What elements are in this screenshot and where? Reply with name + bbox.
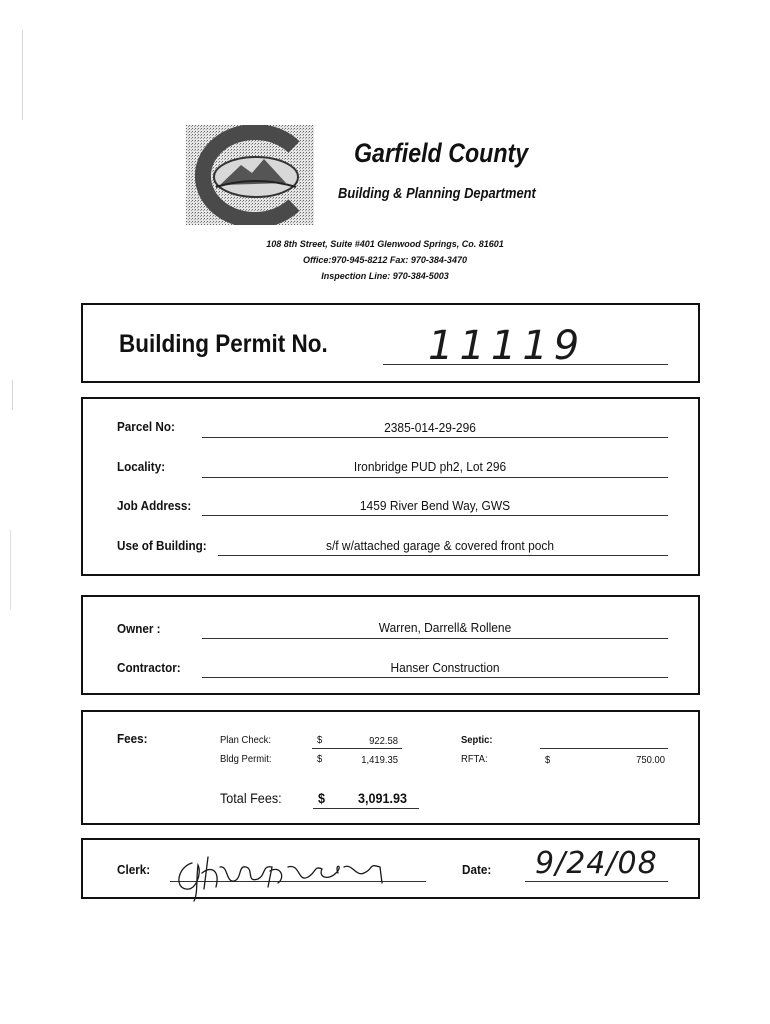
contractor-line [202,677,668,678]
plan-check-value: 922.58 [369,735,398,747]
plan-check-label: Plan Check: [220,734,271,746]
rfta-currency: $ [545,754,551,766]
locality-value: Ironbridge PUD ph2, Lot 296 [353,459,507,474]
bldg-permit-value: 1,419.35 [361,754,398,766]
contractor-value: Hanser Construction [390,660,500,675]
scan-mark [10,530,11,610]
address-line: 108 8th Street, Suite #401 Glenwood Springs, Co. 81601 [266,239,504,249]
parcel-label: Parcel No: [117,419,175,434]
date-label: Date: [462,862,492,877]
plan-check-line [312,748,402,749]
rfta-value: 750.00 [636,754,665,766]
total-fees-line [313,808,419,809]
inspection-line: Inspection Line: 970-384-5003 [321,271,449,281]
rfta-label: RFTA: [461,753,488,765]
scan-mark [12,380,13,410]
total-fees-label: Total Fees: [220,790,282,806]
total-fees-currency: $ [318,790,326,806]
use-line [218,555,668,556]
locality-label: Locality: [117,459,166,474]
clerk-signature [168,843,408,905]
dept-subtitle: Building & Planning Department [338,185,536,202]
owner-label: Owner : [117,621,161,636]
total-fees-value: 3,091.93 [358,790,408,806]
use-label: Use of Building: [117,538,207,553]
locality-line [202,477,668,478]
parties-box [81,595,700,695]
fees-label: Fees: [117,731,148,746]
clerk-label: Clerk: [117,862,151,877]
job-address-value: 1459 River Bend Way, GWS [359,498,511,513]
phone-line: Office:970-945-8212 Fax: 970-384-3470 [303,255,467,265]
owner-value: Warren, Darrell& Rollene [378,620,512,635]
bldg-permit-label: Bldg Permit: [220,753,272,765]
permit-number: 11119 [428,323,586,369]
job-address-label: Job Address: [117,498,192,513]
county-logo [186,125,314,225]
parcel-value: 2385-014-29-296 [384,420,476,435]
plan-check-currency: $ [317,734,323,746]
job-address-line [202,515,668,516]
contractor-label: Contractor: [117,660,181,675]
bldg-permit-currency: $ [317,753,323,765]
septic-label: Septic: [461,734,493,746]
org-title: Garfield County [354,138,529,168]
scan-mark [22,30,23,120]
owner-line [202,638,668,639]
date-line [525,881,668,882]
parcel-line [202,437,668,438]
permit-label: Building Permit No. [119,330,328,358]
date-value: 9/24/08 [535,846,658,881]
septic-line [540,748,668,749]
use-value: s/f w/attached garage & covered front poch [325,538,555,553]
